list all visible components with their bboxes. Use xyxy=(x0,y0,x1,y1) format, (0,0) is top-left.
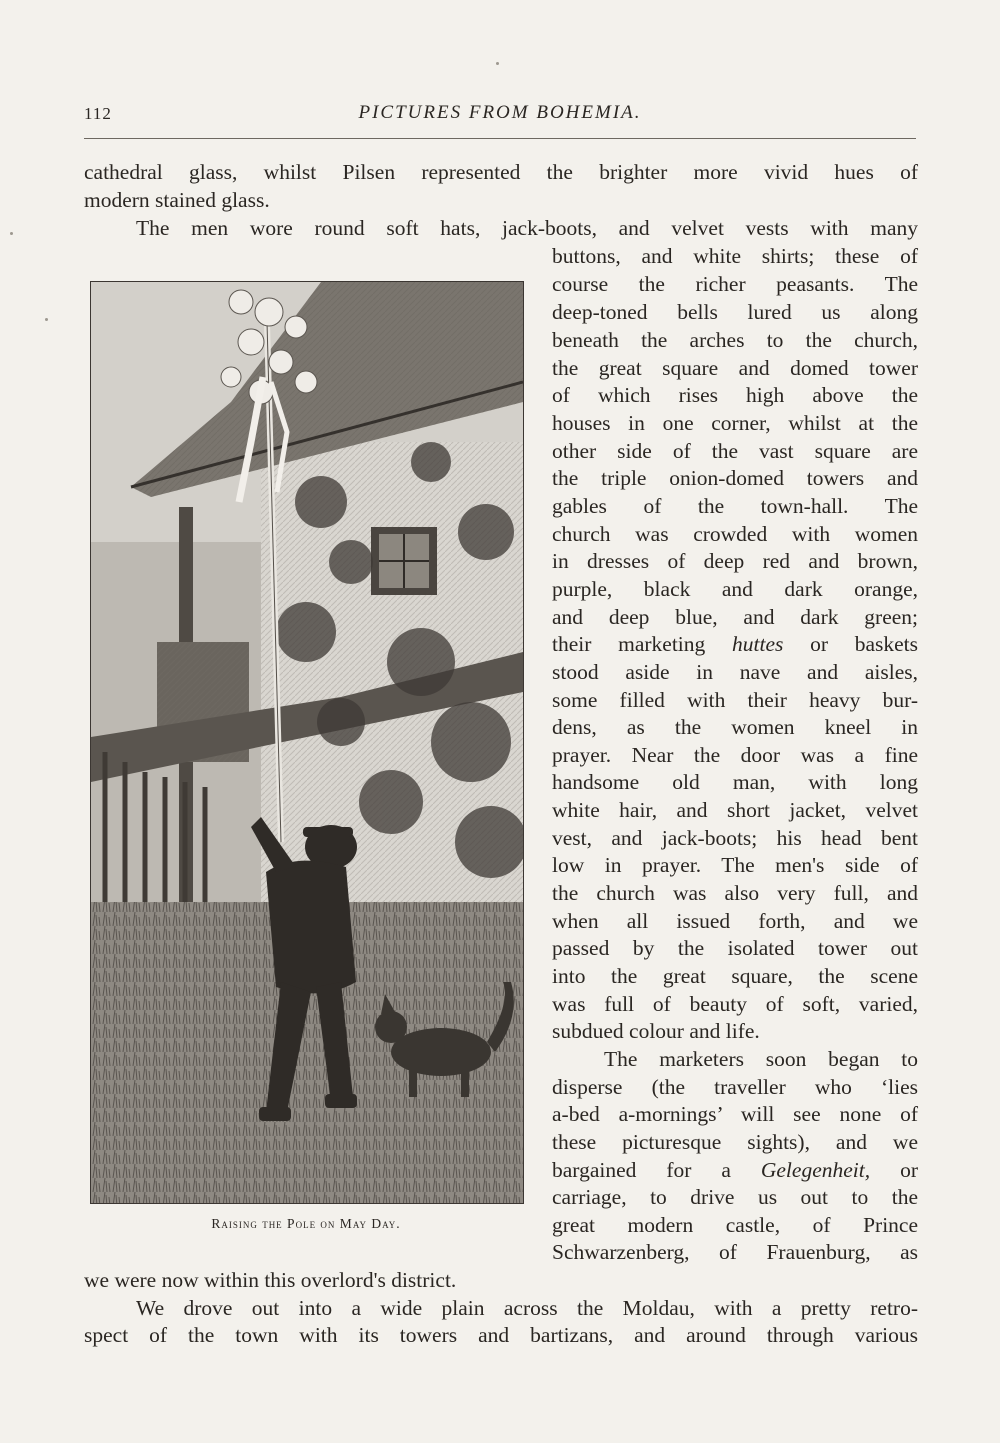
text-line: deep-toned bells lured us along xyxy=(552,300,918,324)
text-line: carriage, to drive us out to the xyxy=(552,1185,918,1209)
text-line: The marketers soon began to xyxy=(604,1047,918,1071)
text-line: The men wore round soft hats, jack-boots, and velvet vests with many xyxy=(136,216,918,240)
text-line: low in prayer. The men's side of xyxy=(552,853,918,877)
text-line: in dresses of deep red and brown, xyxy=(552,549,918,573)
text-line xyxy=(552,1156,918,1184)
paper-speck xyxy=(10,232,13,235)
text-line: handsome old man, with long xyxy=(552,770,918,794)
paper-speck xyxy=(45,318,48,321)
text-run: or baskets xyxy=(783,632,918,656)
text-line: into the great square, the scene xyxy=(552,964,918,988)
text-line: disperse (the traveller who ‘lies xyxy=(552,1075,918,1099)
text-line: church was crowded with women xyxy=(552,522,918,546)
text-line: we were now within this overlord's district. xyxy=(84,1268,457,1292)
text-line: a-bed a-mornings’ will see none of xyxy=(552,1102,918,1126)
text-line: the church was also very full, and xyxy=(552,881,918,905)
page-number: 112 xyxy=(84,104,112,123)
text-line: the triple onion-domed towers and xyxy=(552,466,918,490)
text-line: other side of the vast square are xyxy=(552,439,918,463)
text-line: vest, and jack-boots; his head bent xyxy=(552,826,918,850)
text-line: some filled with their heavy bur- xyxy=(552,688,918,712)
text-line: beneath the arches to the church, xyxy=(552,328,918,352)
running-head xyxy=(84,100,916,132)
text-line: buttons, and white shirts; these of xyxy=(552,244,918,268)
text-run: their marketing xyxy=(552,632,732,656)
header-rule xyxy=(84,138,916,139)
text-line: subdued colour and life. xyxy=(552,1019,760,1043)
text-line: white hair, and short jacket, velvet xyxy=(552,798,918,822)
text-line: Schwarzenberg, of Frauenburg, as xyxy=(552,1240,918,1264)
text-line: purple, black and dark orange, xyxy=(552,577,918,601)
italic-term: huttes xyxy=(732,632,784,656)
text-line: gables of the town-hall. The xyxy=(552,494,918,518)
text-line: passed by the isolated tower out xyxy=(552,936,918,960)
text-line: prayer. Near the door was a fine xyxy=(552,743,918,767)
text-line: modern stained glass. xyxy=(84,188,270,212)
text-line: houses in one corner, whilst at the xyxy=(552,411,918,435)
text-line: the great square and domed tower xyxy=(552,356,918,380)
text-line: and deep blue, and dark green; xyxy=(552,605,918,629)
illustration xyxy=(90,281,524,1204)
text-line: when all issued forth, and we xyxy=(552,909,918,933)
text-line: We drove out into a wide plain across the Moldau, with a pretty retro- xyxy=(136,1296,918,1320)
paper-speck xyxy=(496,62,499,65)
text-line: stood aside in nave and aisles, xyxy=(552,660,918,684)
text-run: bargained for a xyxy=(552,1158,761,1182)
text-line: dens, as the women kneel in xyxy=(552,715,918,739)
italic-term: Gelegenheit, xyxy=(760,1158,871,1182)
text-line: cathedral glass, whilst Pilsen represented the brighter more vivid hues of xyxy=(84,160,918,184)
illustration-drawing xyxy=(91,282,523,1203)
text-line: of which rises high above the xyxy=(552,383,918,407)
running-title: PICTURES FROM BOHEMIA. xyxy=(358,102,642,123)
text-line xyxy=(552,630,918,658)
text-line: course the richer peasants. The xyxy=(552,272,918,296)
text-line: great modern castle, of Prince xyxy=(552,1213,918,1237)
text-line: spect of the town with its towers and bartizans, and around through various xyxy=(84,1323,918,1347)
text-line: was full of beauty of soft, varied, xyxy=(552,992,918,1016)
text-run: or xyxy=(870,1158,918,1182)
text-line: these picturesque sights), and we xyxy=(552,1130,918,1154)
figure-caption: Raising the Pole on May Day. xyxy=(211,1216,401,1231)
